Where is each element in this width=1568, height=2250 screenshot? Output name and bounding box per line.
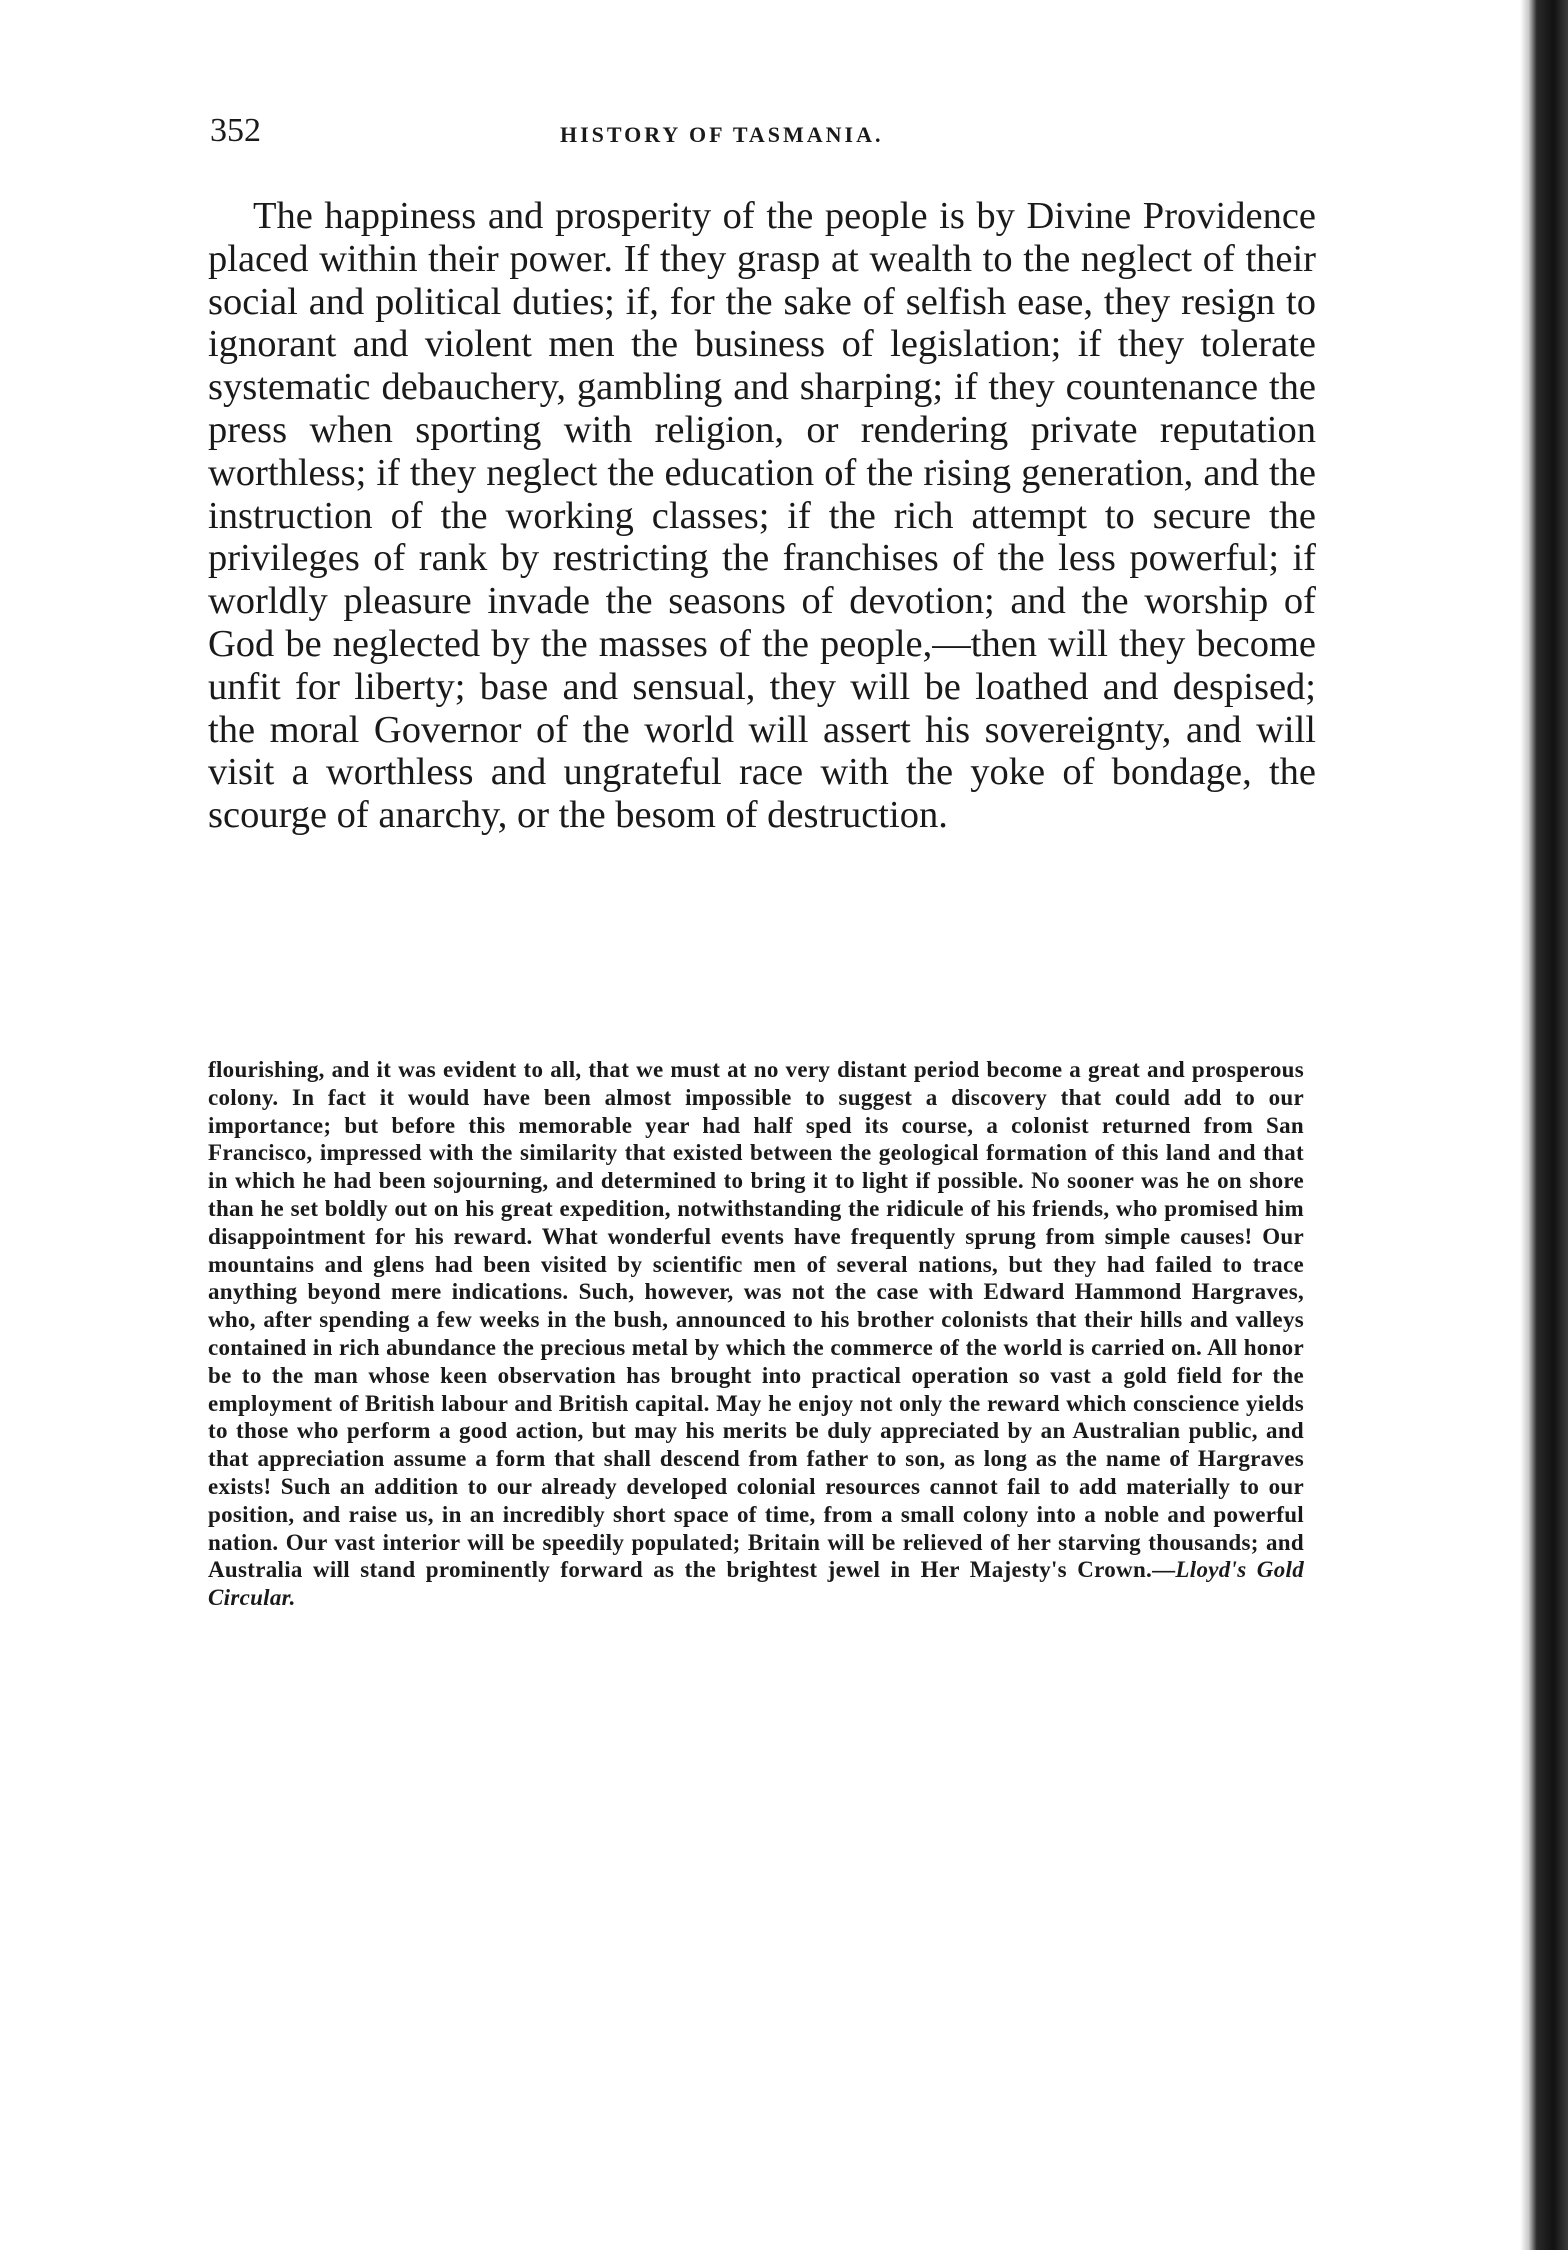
footnote-source: Lloyd's Gold Circular. bbox=[208, 1557, 1305, 1611]
footnote-text: flourishing, and it was evident to all, that we must at no very distant period become a great and prosperous colony. In fact it would have been almost impossible to suggest a discovery that could add to our importance; but before this memorable year had half sped its course, a colonist returned from San Francisco, impressed with the similarity that existed between the geological formation of this land and that in which he had been sojourning, and determined to bring it to light if possible. No sooner was he on shore than he set boldly out on his great expedition, notwithstanding the ridicule of his friends, who promised him disappointment for his reward. What wonderful events have frequently sprung from simple causes! Our mountains and glens had been visited by scientific men of several nations, but they had failed to trace anything beyond mere indications. Such, however, was not the case with Edward Hammond Hargraves, who, after spending a few weeks in the bush, announced to his brother colonists that their hills and valleys contained in rich abundance the precious metal by which the commerce of the world is carried on. All honor be to the man whose keen observation has brought into practical operation so vast a gold field for the employment of British labour and British capital. May he enjoy not only the reward which conscience yields to those who perform a good action, but may his merits be duly appreciated by an Australian public, and that appreciation assume a form that shall descend from father to son, as long as the name of Hargraves exists! Such an addition to our already developed colonial resources cannot fail to add materially to our position, and raise us, in an incredibly short space of time, from a small colony into a noble and powerful nation. Our vast interior will be speedily populated; Britain will be relieved of her starving thousands; and Australia will stand prominently forward as the brightest jewel in Her Majesty's Crown.— bbox=[208, 1057, 1304, 1583]
running-title: HISTORY OF TASMANIA. bbox=[560, 122, 884, 147]
running-head bbox=[210, 112, 1310, 152]
footnote bbox=[208, 1056, 1304, 1612]
main-paragraph: The happiness and prosperity of the people is by Divine Providence placed within their power. If they grasp at wealth to the neglect of their social and political duties; if, for the sake of selfish ease, they resign to ignorant and violent men the business of legislation; if they tolerate systematic debauchery, gambling and sharping; if they countenance the press when sporting with religion, or rendering private reputation worthless; if they neglect the education of the rising generation, and the instruction of the working classes; if the rich attempt to secure the privileges of rank by restricting the franchises of the less powerful; if worldly pleasure invade the seasons of devotion; and the worship of God be neglected by the masses of the people,—then will they become unfit for liberty; base and sensual, they will be loathed and despised; the moral Governor of the world will assert his sovereignty, and will visit a worthless and ungrateful race with the yoke of bondage, the scourge of anarchy, or the besom of destruction. bbox=[208, 195, 1316, 837]
binding-edge-shadow bbox=[1520, 0, 1568, 2250]
page-number: 352 bbox=[210, 112, 261, 149]
